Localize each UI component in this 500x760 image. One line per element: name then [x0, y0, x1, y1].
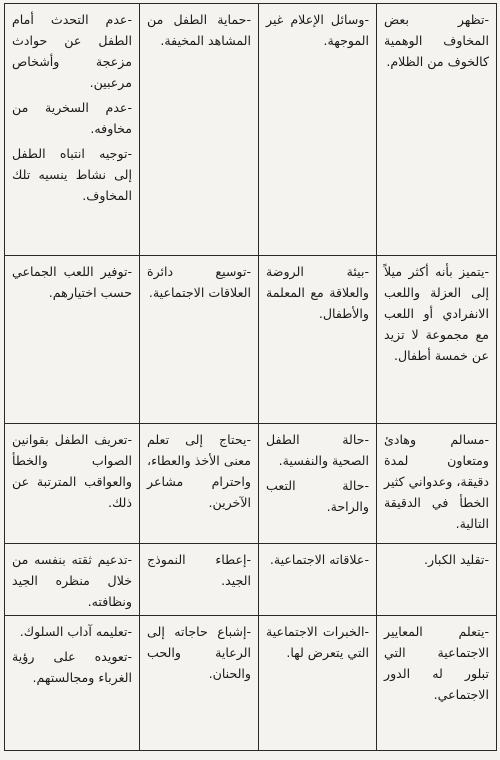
cell-roles: [5, 256, 140, 424]
cell-text: -تقليد الكبار.: [423, 552, 489, 567]
cell-needs: [140, 544, 259, 616]
cell-text: -تدعيم ثقته بنفسه من خلال منظره الجيد ونظافته.: [12, 552, 132, 609]
cell-roles: [5, 616, 140, 751]
cell-text: -الخبرات الاجتماعية التي يتعرض لها.: [266, 624, 369, 660]
cell-factors: [259, 424, 377, 544]
cell-characteristics: [377, 616, 497, 751]
cell-factors: [259, 616, 377, 751]
cell-text: -حالة الطفل الصحية والنفسية.: [266, 432, 369, 468]
table-row: [5, 544, 497, 616]
cell-characteristics: [377, 256, 497, 424]
cell-needs: [140, 4, 259, 256]
cell-characteristics: [377, 544, 497, 616]
table-row: [5, 424, 497, 544]
cell-roles: [5, 4, 140, 256]
cell-text: -تعريف الطفل بقوانين الصواب والخطأ والعواقب المترتبة عن ذلك.: [12, 432, 132, 510]
cell-text: -يحتاج إلى تعلم معنى الأخذ والعطاء، واحترام مشاعر الآخرين.: [147, 432, 251, 510]
cell-text: -توجيه انتباه الطفل إلى نشاط ينسيه تلك المخاوف.: [12, 146, 132, 203]
cell-text: -تظهر بعض المخاوف الوهمية كالخوف من الظلام.: [384, 12, 489, 69]
cell-needs: [140, 616, 259, 751]
table-row: [5, 256, 497, 424]
cell-text: -وسائل الإعلام غير الموجهة.: [266, 12, 369, 48]
cell-text: -علاقاته الاجتماعية.: [269, 552, 369, 567]
cell-needs: [140, 256, 259, 424]
cell-text: -يتعلم المعايير الاجتماعية التي تبلور له الدور الاجتماعي.: [384, 624, 489, 702]
cell-roles: [5, 544, 140, 616]
cell-text: -يتميز بأنه أكثر ميلاً إلى العزلة واللعب الانفرادي أو اللعب مع مجموعة لا تزيد عن خمسة أطفال.: [384, 264, 489, 363]
cell-needs: [140, 424, 259, 544]
development-table: [4, 3, 497, 751]
cell-characteristics: [377, 424, 497, 544]
cell-roles: [5, 424, 140, 544]
cell-characteristics: [377, 4, 497, 256]
cell-factors: [259, 4, 377, 256]
cell-text: -إشباع حاجاته إلى الرعاية والحب والحنان.: [147, 624, 251, 681]
cell-text: -مسالم وهادئ ومتعاون لمدة دقيقة، وعدواني كثير الخطأ في الدقيقة التالية.: [384, 432, 489, 531]
cell-text: -إعطاء النموذج الجيد.: [147, 552, 251, 588]
cell-text: -حالة التعب والراحة.: [266, 478, 369, 514]
cell-text: -توفير اللعب الجماعي حسب اختيارهم.: [12, 264, 132, 300]
cell-text: -توسيع دائرة العلاقات الاجتماعية.: [147, 264, 251, 300]
cell-factors: [259, 544, 377, 616]
table-row: [5, 616, 497, 751]
cell-text: -تعويده على رؤية الغرباء ومجالستهم.: [12, 649, 132, 685]
cell-text: -حماية الطفل من المشاهد المخيفة.: [147, 12, 251, 48]
cell-text: -بيئة الروضة والعلاقة مع المعلمة والأطفال.: [266, 264, 369, 321]
table-row: [5, 4, 497, 256]
cell-factors: [259, 256, 377, 424]
cell-text: -تعليمه آداب السلوك.: [19, 624, 132, 639]
cell-text: -عدم التحدث أمام الطفل عن حوادث مزعجة وأشخاص مرعبين.: [12, 12, 132, 90]
cell-text: -عدم السخرية من مخاوفه.: [12, 100, 132, 136]
